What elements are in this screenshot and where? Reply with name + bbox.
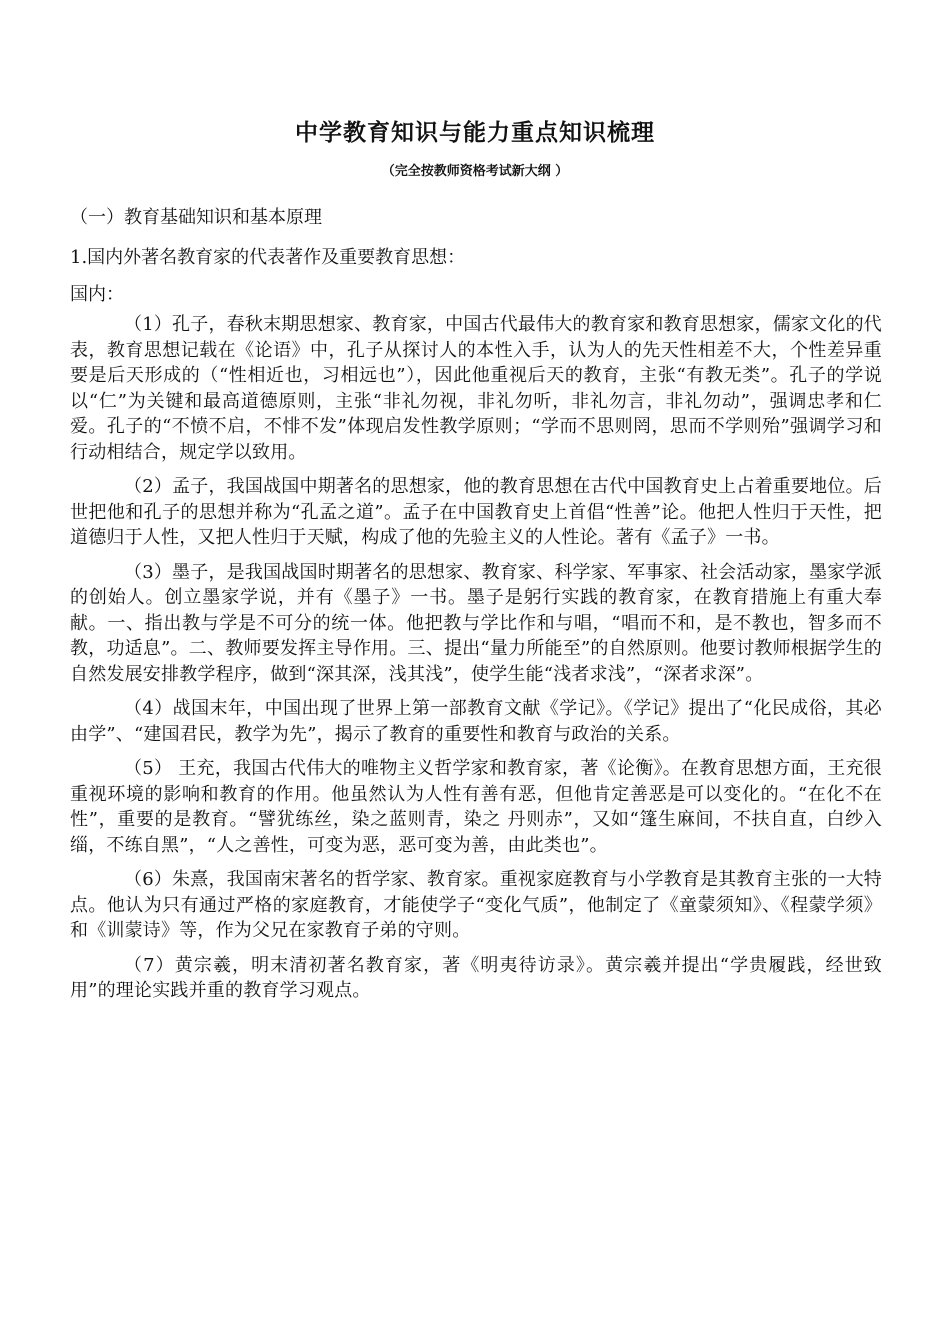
body-text <box>70 312 882 1013</box>
paragraph-zhu-xi: （6）朱熹，我国南宋著名的哲学家、教育家。重视家庭教育与小学教育是其教育主张的一大特点。他认为只有通过严格的家庭教育，才能使学子“变化气质”，他制定了《童蒙须知》、《程蒙学须》和《训蒙诗》等，作为父兄在家教育子弟的守则。 <box>70 869 882 941</box>
section-heading: （一）教育基础知识和基本原理 <box>70 207 322 228</box>
paragraph-wang-chong: （5） 王充，我国古代伟大的唯物主义哲学家和教育家，著《论衡》。在教育思想方面，王充很重视环境的影响和教育的作用。他虽然认为人性有善有恶，但他肯定善恶是可以变化的。“在化不在性”，重要的是教育。“譬犹练丝，染之蓝则青，染之 丹则赤”，又如“篷生麻间，不扶自直，白纱入缁，不练自黑”，“人之善性，可变为恶，恶可变为善，由此类也”。 <box>70 758 882 856</box>
paragraph-huang-zongxi: （7）黄宗羲，明末清初著名教育家，著《明夷待访录》。黄宗羲并提出“学贵履践，经世致用”的理论实践并重的教育学习观点。 <box>70 954 882 1001</box>
document-subtitle: （完全按教师资格考试新大纲 ） <box>381 164 569 179</box>
paragraph-mozi: （3）墨子，是我国战国时期著名的思想家、教育家、科学家、军事家、社会活动家，墨家学派的创始人。创立墨家学说，并有《墨子》一书。墨子是躬行实践的教育家，在教育措施上有重大奉献。一、指出教与学是不可分的统一体。他把教与学比作和与唱，“唱而不和，是不教也，智多而不教，功适息”。二、教师要发挥主导作用。三、提出“量力所能至”的自然原则。他要讨教师根据学生的自然发展安排教学程序，做到“深其深，浅其浅”，使学生能“浅者求浅”，“深者求深”。 <box>70 561 882 685</box>
paragraph-confucius: （1）孔子，春秋末期思想家、教育家，中国古代最伟大的教育家和教育思想家，儒家文化的代表，教育思想记载在《论语》中，孔子从探讨人的本性入手，认为人的先天性相差不大，个性差异重要是后天形成的（“性相近也，习相远也”），因此他重视后天的教育，主张“有教无类”。孔子的学说以“仁”为关键和最高道德原则，主张“非礼勿视，非礼勿听，非礼勿言，非礼勿动”，强调忠孝和仁爱。孔子的“不愤不启，不悱不发”体现启发性教学原则；“学而不思则罔，思而不学则殆”强调学习和行动相结合，规定学以致用。 <box>70 314 882 463</box>
item-heading: 1.国内外著名教育家的代表著作及重要教育思想： <box>70 247 466 268</box>
domestic-label: 国内： <box>70 284 124 305</box>
paragraph-mencius: （2）孟子，我国战国中期著名的思想家，他的教育思想在古代中国教育史上占着重要地位。后世把他和孔子的思想并称为“孔孟之道”。孟子在中国教育史上首倡“性善”论。他把人性归于天性，把道德归于人性，又把人性归于天赋，构成了他的先验主义的人性论。著有《孟子》一书。 <box>70 476 882 548</box>
paragraph-xueji: （4）战国末年，中国出现了世界上第一部教育文献《学记》。《学记》提出了“化民成俗，其必由学”、“建国君民，教学为先”，揭示了教育的重要性和教育与政治的关系。 <box>70 698 882 745</box>
document-title: 中学教育知识与能力重点知识梳理 <box>295 120 655 146</box>
